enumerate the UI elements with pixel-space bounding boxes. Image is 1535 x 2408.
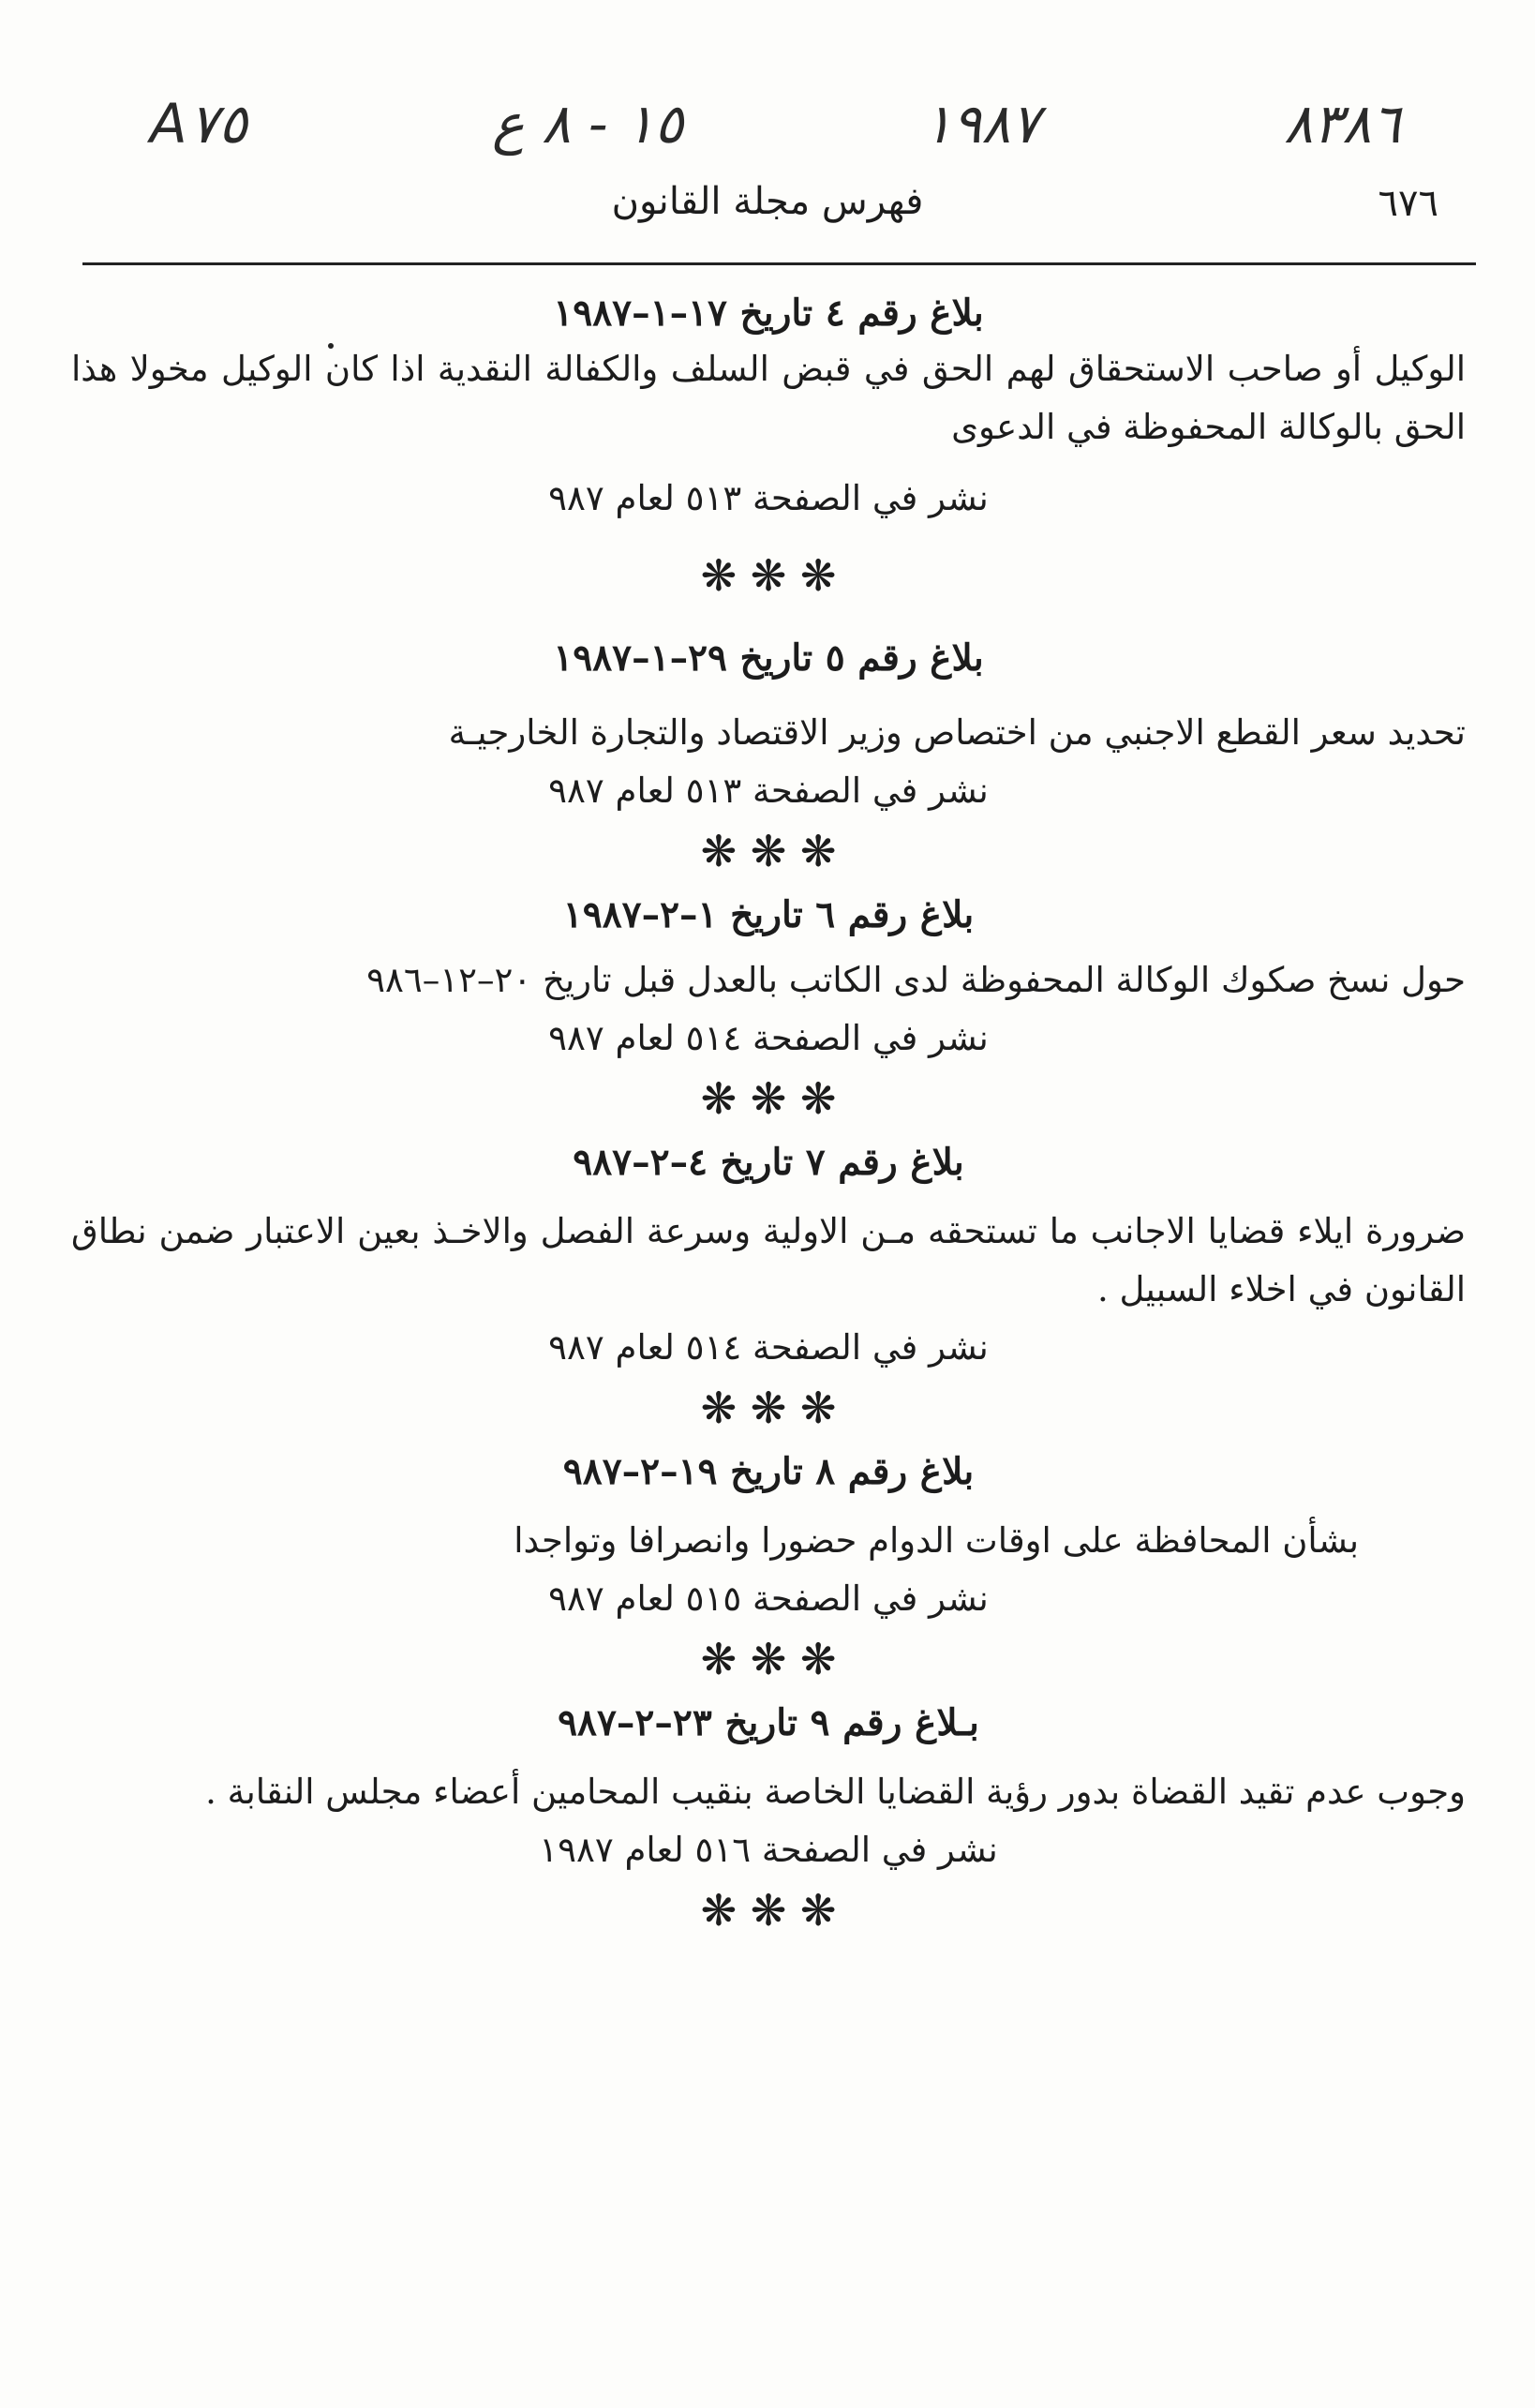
- entries-list: [66, 286, 1471, 1947]
- entry-item: [66, 286, 1471, 606]
- handwritten-year: ١٩٨٧: [923, 92, 1040, 156]
- entry-body: ضرورة ايلاء قضايا الاجانب ما تستحقه مـن الاولية وسرعة الفصل والاخـذ بعين الاعتبار ضمن نطاق القانون في اخلاء السبيل .: [71, 1211, 1466, 1309]
- header-rule: [82, 262, 1476, 265]
- entry-body: حول نسخ صكوك الوكالة المحفوظة لدى الكاتب بالعدل قبل تاريخ ٢٠–١٢–٩٨٦: [366, 960, 1466, 1000]
- entry-heading: بلاغ رقم ٥ تاريخ ٢٩–١–١٩٨٧: [553, 636, 984, 680]
- entry-item: [66, 888, 1471, 1129]
- entry-item: [66, 1696, 1471, 1941]
- entry-body: بشأن المحافظة على اوقات الدوام حضورا وانصرافا وتواجدا: [514, 1520, 1359, 1561]
- separator-stars: ❋ ❋ ❋: [700, 1885, 837, 1936]
- entry-item: [66, 631, 1471, 882]
- separator-stars: ❋ ❋ ❋: [700, 1073, 837, 1124]
- entry-published: نشر في الصفحة ٥١٣ لعام ٩٨٧: [548, 478, 989, 518]
- entry-item: [66, 1135, 1471, 1439]
- entry-published: نشر في الصفحة ٥١٥ لعام ٩٨٧: [548, 1578, 989, 1619]
- separator-stars: ❋ ❋ ❋: [700, 826, 837, 876]
- handwritten-date: ١٥ - ٨ ع: [492, 92, 684, 156]
- separator-stars: ❋ ❋ ❋: [700, 1634, 837, 1684]
- journal-title: فهرس مجلة القانون: [611, 180, 924, 223]
- entry-published: نشر في الصفحة ٥١٦ لعام ١٩٨٧: [539, 1830, 998, 1870]
- handwritten-note-right: ٨٣٨٦: [1284, 92, 1401, 156]
- page-number: ٦٧٦: [1378, 182, 1438, 225]
- entry-body: تحديد سعر القطع الاجنبي من اختصاص وزير الاقتصاد والتجارة الخارجيـة: [448, 712, 1466, 753]
- entry-published: نشر في الصفحة ٥١٤ لعام ٩٨٧: [548, 1327, 989, 1368]
- entry-heading: بلاغ رقم ٨ تاريخ ١٩–٢–٩٨٧: [562, 1450, 975, 1493]
- entry-heading: بلاغ رقم ٦ تاريخ ١–٢–١٩٨٧: [562, 893, 975, 936]
- entry-heading: بلاغ رقم ٤ تاريخ ١٧–١–١٩٨٧: [553, 292, 984, 335]
- entry-heading: بـلاغ رقم ٩ تاريخ ٢٣–٢–٩٨٧: [558, 1701, 979, 1744]
- entry-body: الوكيل أو صاحب الاستحقاق لهم الحق في قبض السلف والكفالة النقدية اذا كان الوكيل مخولا هذا الحق بالوكالة المحفوظة في الدعوى: [71, 349, 1466, 447]
- entry-published: نشر في الصفحة ٥١٤ لعام ٩٨٧: [548, 1018, 989, 1058]
- entry-item: [66, 1444, 1471, 1690]
- entry-published: نشر في الصفحة ٥١٣ لعام ٩٨٧: [548, 770, 989, 811]
- handwritten-note-left: A٧٥: [150, 92, 247, 156]
- entry-body: وجوب عدم تقيد القضاة بدور رؤية القضايا الخاصة بنقيب المحامين أعضاء مجلس النقابة .: [205, 1772, 1466, 1812]
- separator-stars: ❋ ❋ ❋: [700, 1383, 837, 1433]
- separator-stars: ❋ ❋ ❋: [700, 550, 837, 601]
- entry-heading: بلاغ رقم ٧ تاريخ ٤–٢–٩٨٧: [573, 1141, 964, 1184]
